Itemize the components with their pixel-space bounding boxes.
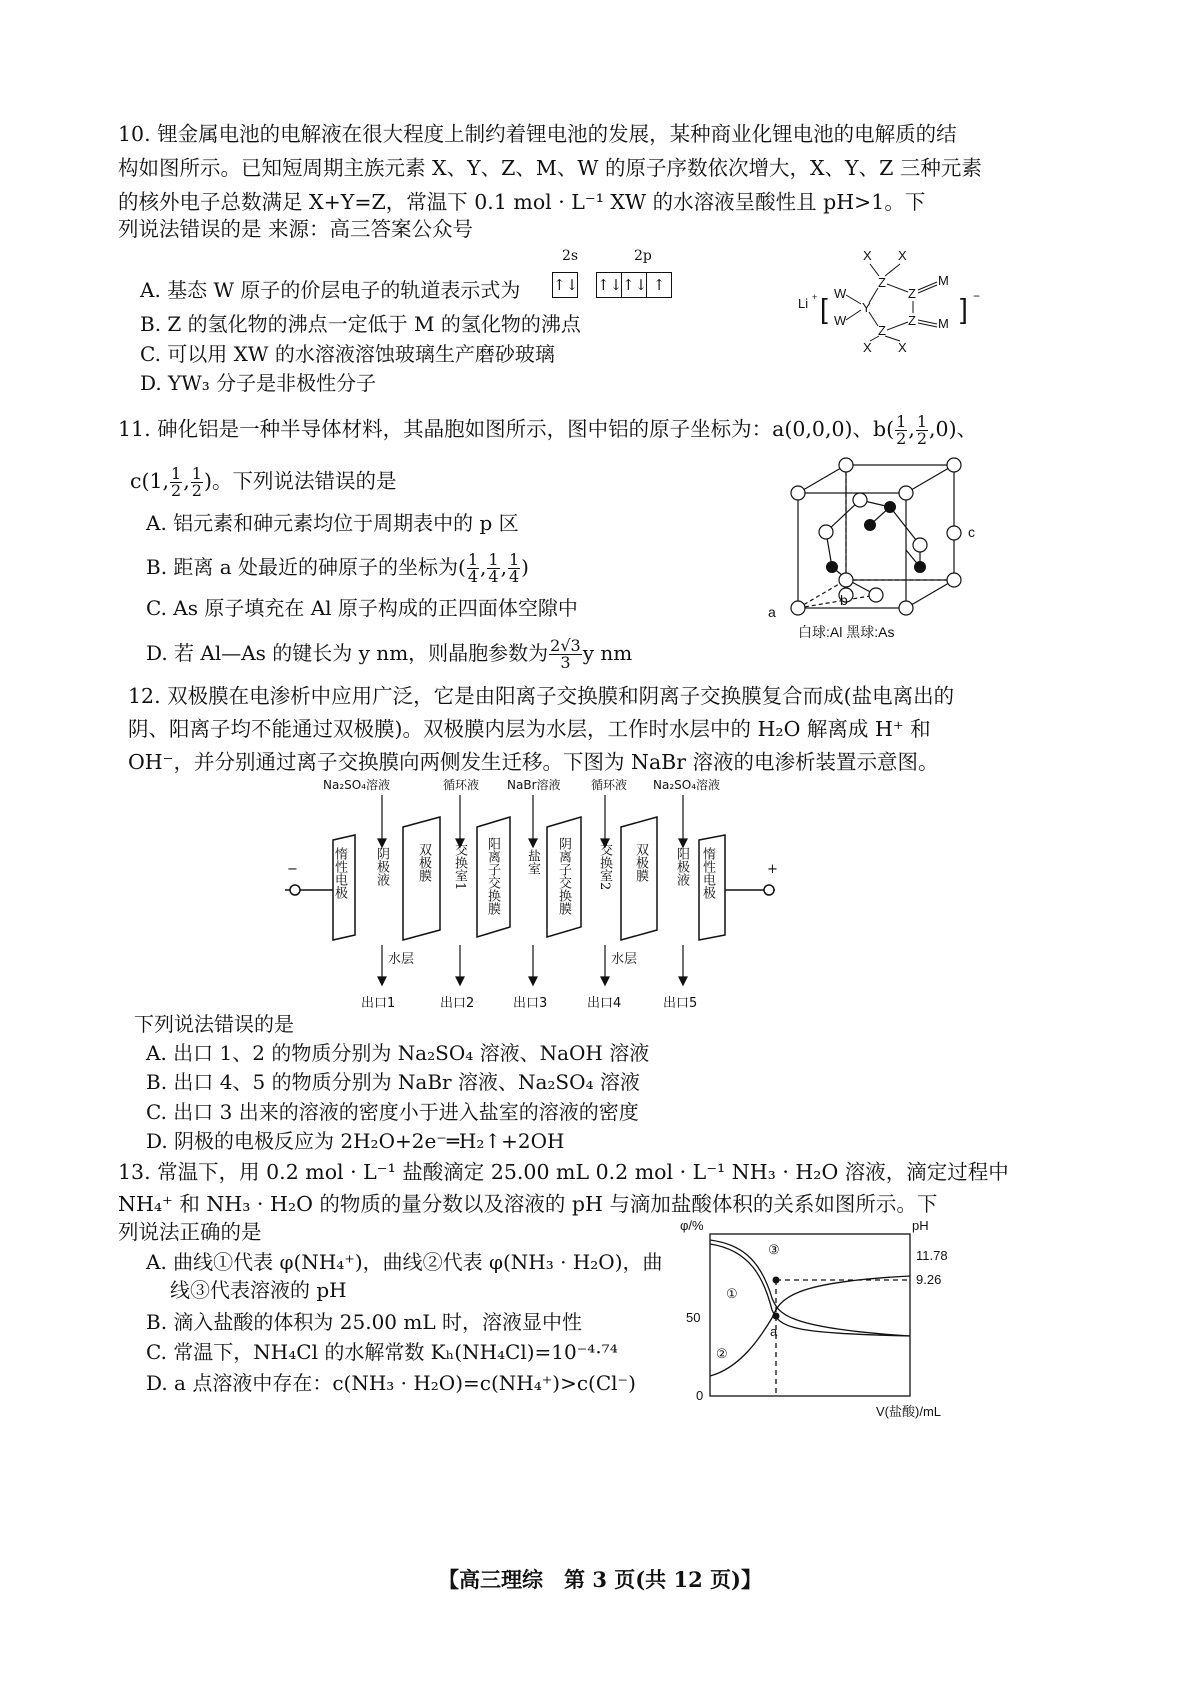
anode-plus: + xyxy=(767,862,778,877)
q13-line1: 13. 常温下，用 0.2 mol · L⁻¹ 盐酸滴定 25.00 mL 0.2 mol · L⁻¹ NH₃ · H₂O 溶液，滴定过程中 xyxy=(118,1160,1009,1184)
q13-option-c: C. 常温下，NH₄Cl 的水解常数 Kₕ(NH₄Cl)=10⁻⁴·⁷⁴ xyxy=(146,1340,618,1364)
outlet-2: 出口2 xyxy=(440,996,475,1011)
chart-xlabel: V(盐酸)/mL xyxy=(876,1404,942,1419)
q11-option-b-post: ) xyxy=(521,555,529,579)
svg-text:Li: Li xyxy=(798,296,809,311)
svg-text:Z: Z xyxy=(908,286,916,301)
orbital-2s-label: 2s xyxy=(562,248,579,264)
orbital-2p-box: ↑↓↑↓ ↑ xyxy=(596,272,672,298)
fig-label-b: b xyxy=(840,592,848,608)
q11-line2: c(1, $\frac{1}{2}$ , $\frac{1}{2}$ )。下列说法错误的是 xyxy=(130,464,397,500)
box-exchange-2: 交换室2 xyxy=(597,843,612,891)
q11-option-c: C. As 原子填充在 Al 原子构成的正四面体空隙中 xyxy=(146,596,578,620)
q11-option-d-pre: D. 若 Al—As 的键长为 y nm，则晶胞参数为 xyxy=(146,641,549,665)
titration-chart xyxy=(680,1218,990,1423)
q12-option-b: B. 出口 4、5 的物质分别为 NaBr 溶液、Na₂SO₄ 溶液 xyxy=(146,1070,640,1094)
input-label-3: NaBr溶液 xyxy=(507,778,561,792)
orbital-2p-label: 2p xyxy=(634,248,652,264)
crystal-cell-figure xyxy=(760,445,990,645)
outlet-1: 出口1 xyxy=(361,996,396,1011)
water-layer-2: 水层 xyxy=(611,952,638,967)
q10-option-b: B. Z 的氢化物的沸点一定低于 M 的氢化物的沸点 xyxy=(140,312,581,336)
svg-text:Z: Z xyxy=(878,323,886,338)
orbital-2s-box: ↑↓ xyxy=(552,272,578,298)
outlet-5: 出口5 xyxy=(663,996,698,1011)
q13-option-a1: A. 曲线①代表 φ(NH₄⁺)，曲线②代表 φ(NH₃ · H₂O)，曲 xyxy=(146,1250,663,1274)
svg-text:W: W xyxy=(834,286,847,301)
svg-text:+: + xyxy=(812,292,818,302)
page-footer: 【高三理综 第 3 页(共 12 页)】 xyxy=(438,1567,762,1592)
q11-option-d: D. 若 Al—As 的键长为 y nm，则晶胞参数为 $\frac{2√3}{3}$ y nm xyxy=(146,636,633,672)
svg-text:Z: Z xyxy=(908,313,916,328)
input-label-4: 循环液 xyxy=(591,778,628,792)
electrolyte-structure-figure xyxy=(790,240,1000,360)
svg-text:W: W xyxy=(834,313,847,328)
svg-text:Y: Y xyxy=(862,300,871,315)
svg-text:Z: Z xyxy=(878,275,886,290)
svg-text:X: X xyxy=(898,340,907,355)
outlet-3: 出口3 xyxy=(513,996,548,1011)
q12-line3: OH⁻，并分别通过离子交换膜向两侧发生迁移。下图为 NaBr 溶液的电渗析装置示意图。 xyxy=(128,750,939,774)
svg-text:M: M xyxy=(938,273,949,288)
svg-text:[: [ xyxy=(820,293,828,324)
q11-line2-pre: c(1, xyxy=(130,469,170,493)
q10-line2: 构如图所示。已知短周期主族元素 X、Y、Z、M、W 的原子序数依次增大，X、Y、Z 三种元素 xyxy=(118,156,982,180)
box-bipolar-2: 双极膜 xyxy=(633,843,648,882)
q11-option-b-pre: B. 距离 a 处最近的砷原子的坐标为( xyxy=(146,555,466,579)
fig-label-c: c xyxy=(968,524,975,540)
svg-text:X: X xyxy=(863,248,872,263)
box-electrode-left: 惰性电极 xyxy=(332,847,347,899)
q13-line2: NH₄⁺ 和 NH₃ · H₂O 的物质的量分数以及溶液的 pH 与滴加盐酸体积的关系如图所示。下 xyxy=(118,1192,938,1216)
fig-label-a: a xyxy=(768,604,776,620)
q11-option-a: A. 铝元素和砷元素均位于周期表中的 p 区 xyxy=(146,511,519,535)
svg-text:−: − xyxy=(973,289,981,303)
electrodialysis-figure xyxy=(285,775,805,1020)
box-cation-membrane: 阳离子交换膜 xyxy=(485,837,500,915)
q13-option-b: B. 滴入盐酸的体积为 25.00 mL 时，溶液显中性 xyxy=(146,1310,582,1334)
cathode-minus: − xyxy=(287,862,298,877)
input-label-5: Na₂SO₄溶液 xyxy=(653,778,721,792)
q12-option-d: D. 阴极的电极反应为 2H₂O+2e⁻═H₂↑+2OH xyxy=(146,1129,565,1153)
q10-option-d: D. YW₃ 分子是非极性分子 xyxy=(140,371,377,395)
chart-tick-1178: 11.78 xyxy=(916,1248,948,1263)
q11-line1: 11. 砷化铝是一种半导体材料，其晶胞如图所示，图中铝的原子坐标为：a(0,0,0)、b( $\frac{1}{2}$ , $\frac{1}{2}$ ,0)、 xyxy=(118,412,978,448)
svg-text:X: X xyxy=(863,340,872,355)
chart-tick-926: 9.26 xyxy=(916,1272,942,1287)
q12-line1: 12. 双极膜在电渗析中应用广泛，它是由阳离子交换膜和阴离子交换膜复合而成(盐电离出的 xyxy=(128,684,955,708)
outlet-4: 出口4 xyxy=(587,996,622,1011)
chart-ylabel-left: φ/% xyxy=(680,1218,704,1233)
svg-text:M: M xyxy=(938,316,949,331)
chart-ylabel-right: pH xyxy=(912,1218,929,1233)
point-ph-926 xyxy=(773,1277,780,1284)
box-electrode-right: 惰性电极 xyxy=(700,847,715,899)
chart-curve-2: ② xyxy=(716,1346,728,1361)
q11-option-b: B. 距离 a 处最近的砷原子的坐标为( $\frac{1}{4}$ , $\frac{1}{4}$ , $\frac{1}{4}$ ) xyxy=(146,550,529,586)
q12-line2: 阴、阳离子均不能通过双极膜)。双极膜内层为水层，工作时水层中的 H₂O 解离成 H⁺ 和 xyxy=(128,717,931,741)
q10-option-c: C. 可以用 XW 的水溶液溶蚀玻璃生产磨砂玻璃 xyxy=(140,342,555,366)
q11-option-d-post: y nm xyxy=(582,641,633,665)
q10-line3: 的核外电子总数满足 X+Y=Z，常温下 0.1 mol · L⁻¹ XW 的水溶液呈酸性且 pH>1。下 xyxy=(118,190,926,214)
input-label-1: Na₂SO₄溶液 xyxy=(323,778,391,792)
box-salt-room: 盐室 xyxy=(525,849,540,875)
box-bipolar-1: 双极膜 xyxy=(416,843,431,882)
q10-option-a-text: A. 基态 W 原子的价层电子的轨道表示式为 xyxy=(140,278,521,302)
input-label-2: 循环液 xyxy=(443,778,480,792)
svg-text:]: ] xyxy=(960,293,968,324)
chart-curve-3: ③ xyxy=(768,1242,780,1257)
q11-line2-post: )。下列说法错误的是 xyxy=(203,469,397,493)
box-anode-liquid: 阳极液 xyxy=(674,847,689,886)
q12-option-c: C. 出口 3 出来的溶液的密度小于进入盐室的溶液的密度 xyxy=(146,1100,639,1124)
q13-option-d: D. a 点溶液中存在：c(NH₃ · H₂O)=c(NH₄⁺)>c(Cl⁻) xyxy=(146,1371,636,1395)
q12-option-a: A. 出口 1、2 的物质分别为 Na₂SO₄ 溶液、NaOH 溶液 xyxy=(146,1041,650,1065)
fig-caption: 白球:Al 黑球:As xyxy=(798,624,895,640)
water-layer-1: 水层 xyxy=(388,952,415,967)
chart-tick-0: 0 xyxy=(696,1388,704,1403)
box-cathode-liquid: 阴极液 xyxy=(374,847,389,886)
svg-text:X: X xyxy=(898,248,907,263)
chart-point-a: a xyxy=(770,1324,778,1339)
chart-curve-1: ① xyxy=(726,1286,738,1301)
box-anion-membrane: 阴离子交换膜 xyxy=(556,837,571,915)
q13-option-a2: 线③代表溶液的 pH xyxy=(170,1278,347,1302)
orbital-diagram xyxy=(552,248,702,308)
q13-line3: 列说法正确的是 xyxy=(118,1220,262,1244)
q11-line1-text: 11. 砷化铝是一种半导体材料，其晶胞如图所示，图中铝的原子坐标为：a(0,0,0)、b( xyxy=(118,417,895,441)
point-a xyxy=(773,1313,780,1320)
q12-stem: 下列说法错误的是 xyxy=(134,1012,294,1036)
q10-option-a xyxy=(140,276,520,304)
q10-line1: 10. 锂金属电池的电解液在很大程度上制约着锂电池的发展，某种商业化锂电池的电解质的结 xyxy=(118,122,957,146)
box-exchange-1: 交换室1 xyxy=(452,843,467,891)
chart-tick-50: 50 xyxy=(686,1310,701,1325)
q10-line4: 列说法错误的是 来源：高三答案公众号 xyxy=(118,217,474,241)
